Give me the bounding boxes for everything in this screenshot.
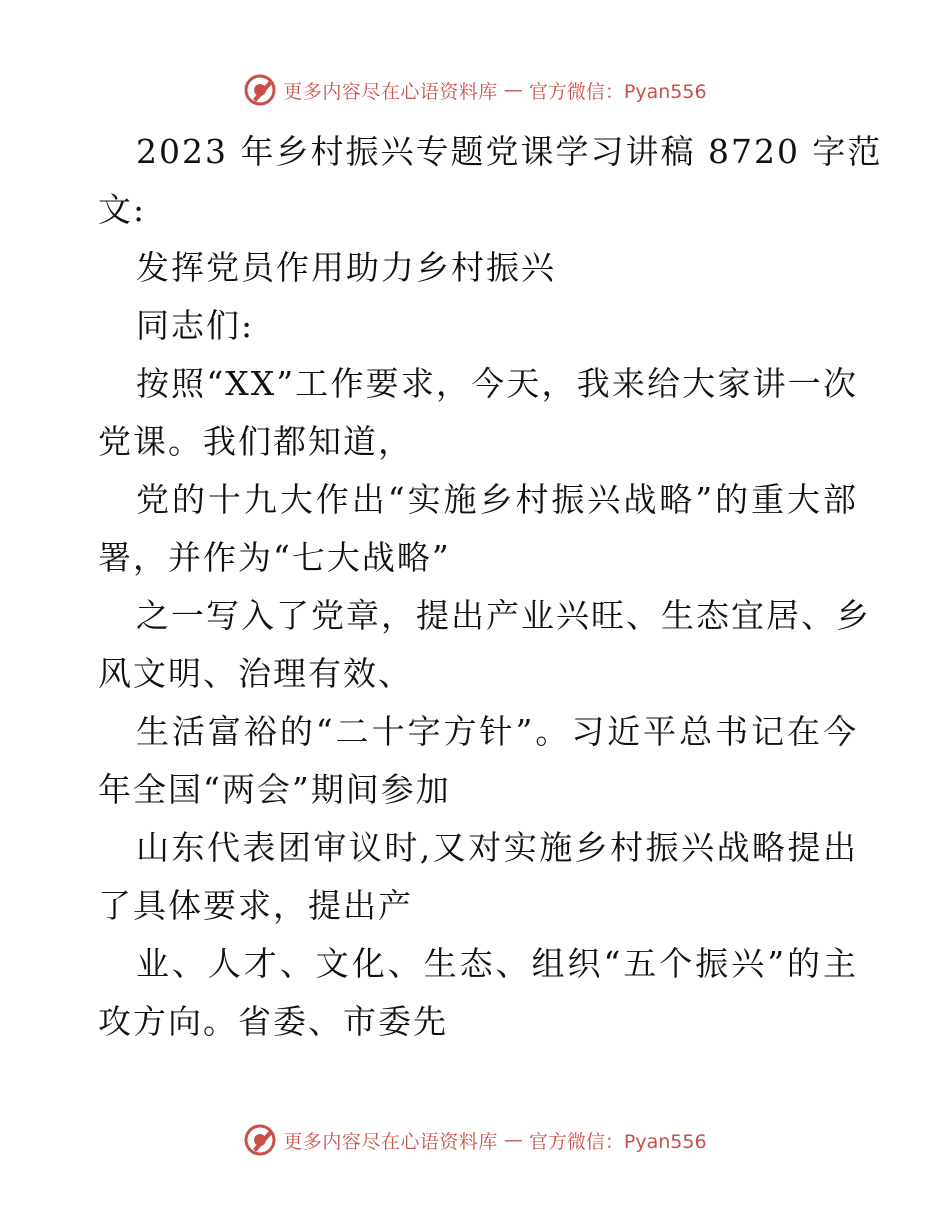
document-body [98,123,883,1051]
logo-icon [243,1123,277,1157]
doc-title-line-2: 文: [98,190,147,229]
doc-line: 攻方向。省委、市委先 [98,1002,448,1041]
doc-line: 署，并作为“七大战略” [98,538,451,577]
banner-separator: — [503,1129,523,1151]
banner-wechat: 官方微信：Pyan556 [528,1130,707,1153]
doc-line: 党课。我们都知道， [98,422,413,461]
header-banner [0,70,950,110]
doc-line: 业、人才、文化、生态、组织“五个振兴”的主 [136,944,858,983]
banner-separator: — [503,79,523,101]
banner-content [243,1123,706,1157]
banner-text: 更多内容尽在心语资料库 [283,1130,498,1153]
logo-icon [243,73,277,107]
doc-line: 年全国“两会”期间参加 [98,770,451,809]
doc-line: 按照“XX”工作要求，今天，我来给大家讲一次 [136,364,858,403]
doc-line: 之一写入了党章，提出产业兴旺、生态宜居、乡 [136,596,871,635]
footer-banner [0,1120,950,1160]
banner-content [243,73,706,107]
doc-line: 山东代表团审议时,又对实施乡村振兴战略提出 [136,828,858,867]
banner-wechat: 官方微信：Pyan556 [528,80,707,103]
doc-line: 了具体要求，提出产 [98,886,413,925]
doc-title-line-1: 2023 年乡村振兴专题党课学习讲稿 8720 字范 [136,132,883,171]
doc-line: 生活富裕的“二十字方针”。习近平总书记在今 [136,712,858,751]
doc-subtitle: 发挥党员作用助力乡村振兴 [136,248,556,287]
doc-line: 风文明、治理有效、 [98,654,413,693]
doc-line: 党的十九大作出“实施乡村振兴战略”的重大部 [136,480,858,519]
banner-text: 更多内容尽在心语资料库 [283,80,498,103]
doc-salutation: 同志们: [136,306,255,345]
